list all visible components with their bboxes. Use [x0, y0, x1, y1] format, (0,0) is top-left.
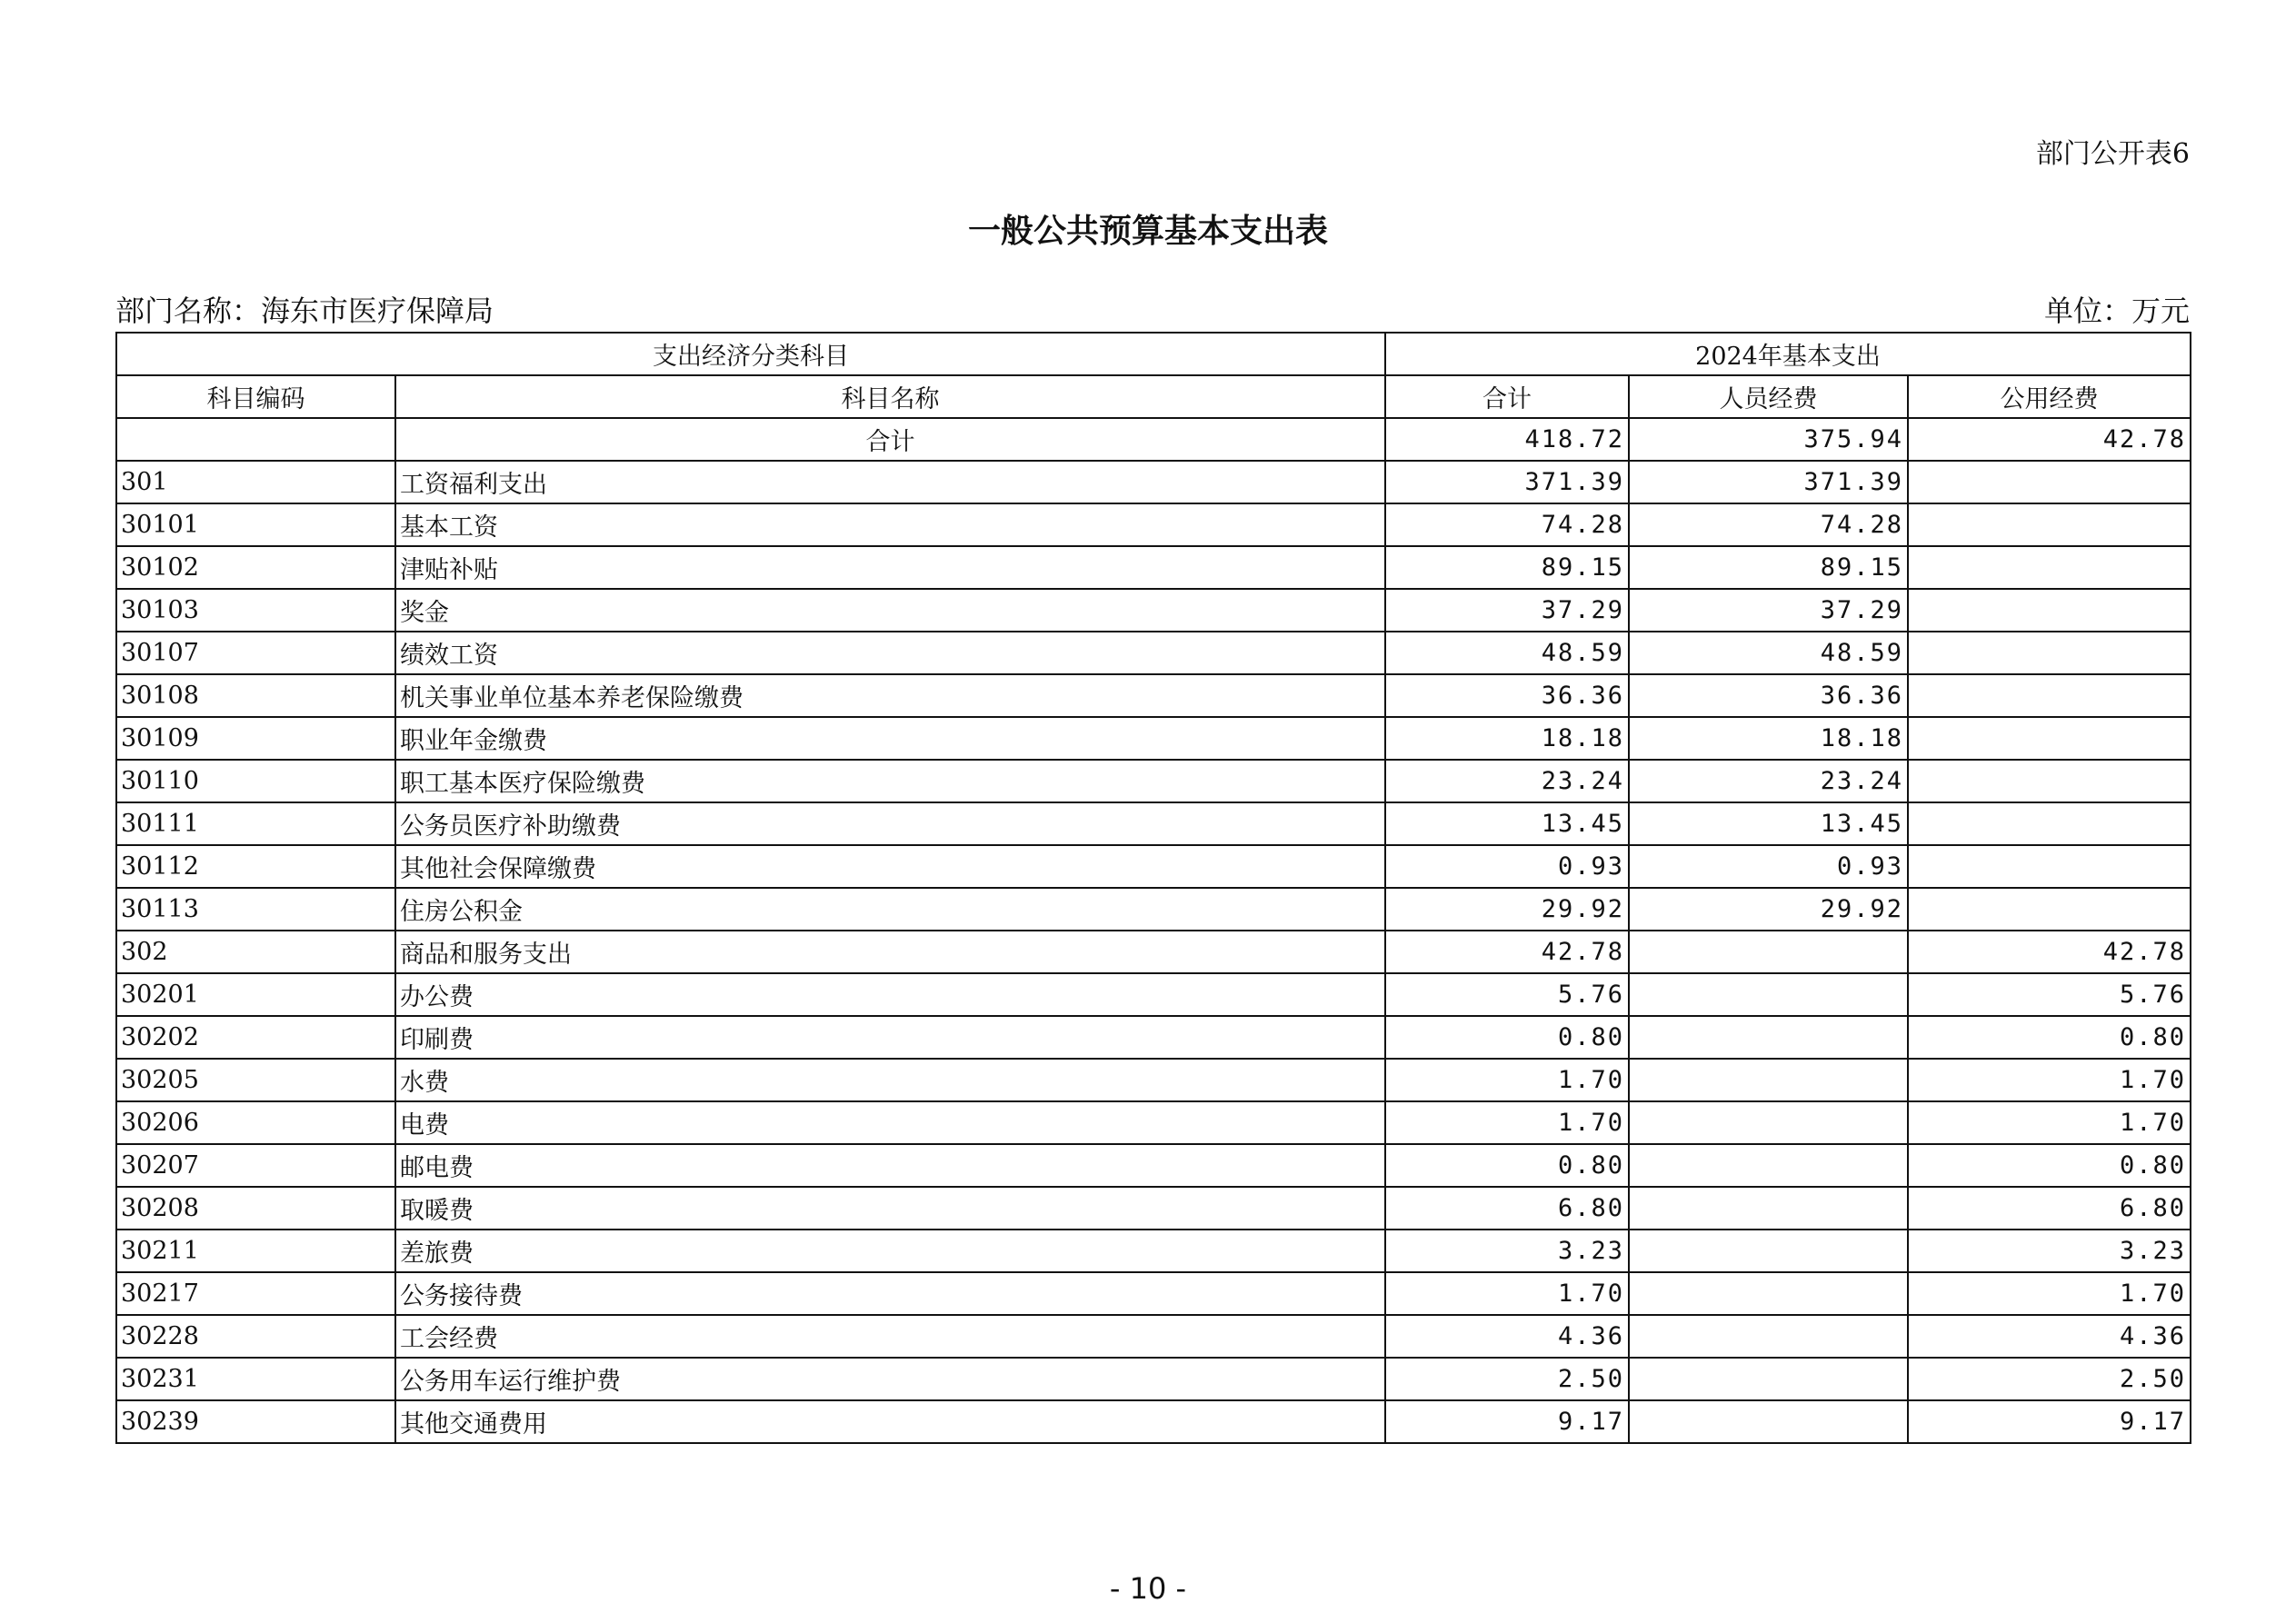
cell-public [1908, 760, 2191, 802]
cell-total: 23.24 [1385, 760, 1629, 802]
cell-personnel [1629, 1315, 1908, 1358]
cell-public [1908, 845, 2191, 888]
cell-total: 0.80 [1385, 1144, 1629, 1187]
cell-code: 30205 [116, 1059, 395, 1101]
cell-total: 9.17 [1385, 1400, 1629, 1443]
cell-name: 办公费 [395, 973, 1385, 1016]
cell-personnel: 74.28 [1629, 503, 1908, 546]
cell-code: 30201 [116, 973, 395, 1016]
cell-public [1908, 888, 2191, 931]
cell-public [1908, 503, 2191, 546]
budget-table [115, 332, 2191, 1444]
cell-code: 30202 [116, 1016, 395, 1059]
table-row [116, 1400, 2191, 1443]
cell-total: 36.36 [1385, 674, 1629, 717]
cell-public [1908, 674, 2191, 717]
page-label: 部门公开表6 [2035, 138, 2190, 170]
cell-name: 工资福利支出 [395, 461, 1385, 503]
cell-personnel [1629, 1016, 1908, 1059]
cell-name: 绩效工资 [395, 632, 1385, 674]
cell-name: 职工基本医疗保险缴费 [395, 760, 1385, 802]
department-name: 部门名称：海东市医疗保障局 [115, 294, 494, 328]
cell-personnel: 18.18 [1629, 717, 1908, 760]
table-row [116, 717, 2191, 760]
cell-total: 2.50 [1385, 1358, 1629, 1400]
cell-public: 5.76 [1908, 973, 2191, 1016]
cell-total: 29.92 [1385, 888, 1629, 931]
cell-personnel [1629, 1059, 1908, 1101]
cell-total: 371.39 [1385, 461, 1629, 503]
cell-public [1908, 589, 2191, 632]
cell-personnel: 13.45 [1629, 802, 1908, 845]
table-row [116, 973, 2191, 1016]
table-row [116, 589, 2191, 632]
table-row [116, 1016, 2191, 1059]
cell-name: 商品和服务支出 [395, 931, 1385, 973]
cell-personnel: 29.92 [1629, 888, 1908, 931]
cell-name: 工会经费 [395, 1315, 1385, 1358]
cell-total: 1.70 [1385, 1059, 1629, 1101]
total-row [116, 418, 2191, 461]
cell-public: 1.70 [1908, 1272, 2191, 1315]
cell-personnel [1629, 1187, 1908, 1230]
cell-public: 3.23 [1908, 1230, 2191, 1272]
cell-public: 1.70 [1908, 1059, 2191, 1101]
cell-name: 津贴补贴 [395, 546, 1385, 589]
cell-public: 2.50 [1908, 1358, 2191, 1400]
table-row [116, 1230, 2191, 1272]
cell-code: 301 [116, 461, 395, 503]
cell-name: 电费 [395, 1101, 1385, 1144]
cell-public: 0.80 [1908, 1144, 2191, 1187]
cell-code: 30231 [116, 1358, 395, 1400]
cell-name: 公务员医疗补助缴费 [395, 802, 1385, 845]
table-row [116, 1101, 2191, 1144]
cell-total: 1.70 [1385, 1101, 1629, 1144]
group-header-classification: 支出经济分类科目 [116, 333, 1385, 375]
cell-total: 1.70 [1385, 1272, 1629, 1315]
table-row [116, 674, 2191, 717]
cell-public: 6.80 [1908, 1187, 2191, 1230]
table-row [116, 760, 2191, 802]
cell-name: 邮电费 [395, 1144, 1385, 1187]
cell-code: 30107 [116, 632, 395, 674]
cell-total: 42.78 [1385, 931, 1629, 973]
table-body [116, 418, 2191, 1443]
table-row [116, 888, 2191, 931]
cell-name: 住房公积金 [395, 888, 1385, 931]
cell-name: 其他社会保障缴费 [395, 845, 1385, 888]
cell-personnel: 37.29 [1629, 589, 1908, 632]
cell-code: 30110 [116, 760, 395, 802]
column-header-personnel: 人员经费 [1629, 375, 1908, 418]
table-row [116, 1187, 2191, 1230]
cell-personnel: 36.36 [1629, 674, 1908, 717]
table-row [116, 461, 2191, 503]
cell-public: 4.36 [1908, 1315, 2191, 1358]
cell-total: 37.29 [1385, 589, 1629, 632]
cell-personnel: 48.59 [1629, 632, 1908, 674]
cell-personnel [1629, 931, 1908, 973]
cell-total: 6.80 [1385, 1187, 1629, 1230]
cell-total: 0.93 [1385, 845, 1629, 888]
cell-total: 0.80 [1385, 1016, 1629, 1059]
column-header-code: 科目编码 [116, 375, 395, 418]
table-row [116, 802, 2191, 845]
cell-public: 1.70 [1908, 1101, 2191, 1144]
cell-public [1908, 717, 2191, 760]
cell-code: 30108 [116, 674, 395, 717]
cell-personnel: 89.15 [1629, 546, 1908, 589]
cell-code: 30239 [116, 1400, 395, 1443]
cell-name: 差旅费 [395, 1230, 1385, 1272]
table-row [116, 1059, 2191, 1101]
cell-code: 30102 [116, 546, 395, 589]
cell-name: 水费 [395, 1059, 1385, 1101]
cell-code: 30109 [116, 717, 395, 760]
cell-public [1908, 632, 2191, 674]
cell-name: 取暖费 [395, 1187, 1385, 1230]
cell-name: 公务用车运行维护费 [395, 1358, 1385, 1400]
page-number: - 10 - [1109, 1571, 1187, 1606]
table-row [116, 632, 2191, 674]
column-header-public: 公用经费 [1908, 375, 2191, 418]
table-row [116, 931, 2191, 973]
cell-name: 印刷费 [395, 1016, 1385, 1059]
group-header-basic-expenditure: 2024年基本支出 [1385, 333, 2191, 375]
cell-public: 9.17 [1908, 1400, 2191, 1443]
cell-personnel [1629, 1358, 1908, 1400]
cell-code: 30113 [116, 888, 395, 931]
cell-personnel [1629, 1400, 1908, 1443]
cell-name: 奖金 [395, 589, 1385, 632]
cell-code: 30211 [116, 1230, 395, 1272]
cell-personnel: 0.93 [1629, 845, 1908, 888]
column-header-row [116, 375, 2191, 418]
cell-public [1908, 546, 2191, 589]
table-row [116, 1144, 2191, 1187]
cell-personnel [1629, 973, 1908, 1016]
cell-total: 4.36 [1385, 1315, 1629, 1358]
cell-public: 0.80 [1908, 1016, 2191, 1059]
cell-name: 公务接待费 [395, 1272, 1385, 1315]
cell-name: 机关事业单位基本养老保险缴费 [395, 674, 1385, 717]
cell-name: 基本工资 [395, 503, 1385, 546]
table-row [116, 546, 2191, 589]
page-title: 一般公共预算基本支出表 [967, 213, 1328, 250]
cell-code: 302 [116, 931, 395, 973]
cell-public: 42.78 [1908, 931, 2191, 973]
table-row [116, 1272, 2191, 1315]
cell-code: 30112 [116, 845, 395, 888]
cell-code: 30103 [116, 589, 395, 632]
table-row [116, 503, 2191, 546]
cell-total: 13.45 [1385, 802, 1629, 845]
unit-label: 单位：万元 [2043, 294, 2190, 328]
cell-code: 30217 [116, 1272, 395, 1315]
total-row-personnel: 375.94 [1629, 418, 1908, 461]
cell-total: 5.76 [1385, 973, 1629, 1016]
total-row-label: 合计 [395, 418, 1385, 461]
cell-name: 其他交通费用 [395, 1400, 1385, 1443]
cell-code: 30207 [116, 1144, 395, 1187]
cell-personnel: 371.39 [1629, 461, 1908, 503]
column-header-total: 合计 [1385, 375, 1629, 418]
table-row [116, 845, 2191, 888]
cell-total: 48.59 [1385, 632, 1629, 674]
column-header-name: 科目名称 [395, 375, 1385, 418]
cell-public [1908, 802, 2191, 845]
cell-total: 74.28 [1385, 503, 1629, 546]
cell-code: 30208 [116, 1187, 395, 1230]
cell-public [1908, 461, 2191, 503]
table-row [116, 1315, 2191, 1358]
cell-personnel: 23.24 [1629, 760, 1908, 802]
cell-personnel [1629, 1144, 1908, 1187]
total-row-public: 42.78 [1908, 418, 2191, 461]
table-row [116, 1358, 2191, 1400]
cell-total: 3.23 [1385, 1230, 1629, 1272]
cell-code: 30111 [116, 802, 395, 845]
cell-name: 职业年金缴费 [395, 717, 1385, 760]
cell-personnel [1629, 1101, 1908, 1144]
cell-personnel [1629, 1272, 1908, 1315]
cell-code: 30206 [116, 1101, 395, 1144]
group-header-row [116, 333, 2191, 375]
cell-code: 30101 [116, 503, 395, 546]
total-row-total: 418.72 [1385, 418, 1629, 461]
cell-personnel [1629, 1230, 1908, 1272]
cell-total: 18.18 [1385, 717, 1629, 760]
cell-code: 30228 [116, 1315, 395, 1358]
total-row-code [116, 418, 395, 461]
cell-total: 89.15 [1385, 546, 1629, 589]
